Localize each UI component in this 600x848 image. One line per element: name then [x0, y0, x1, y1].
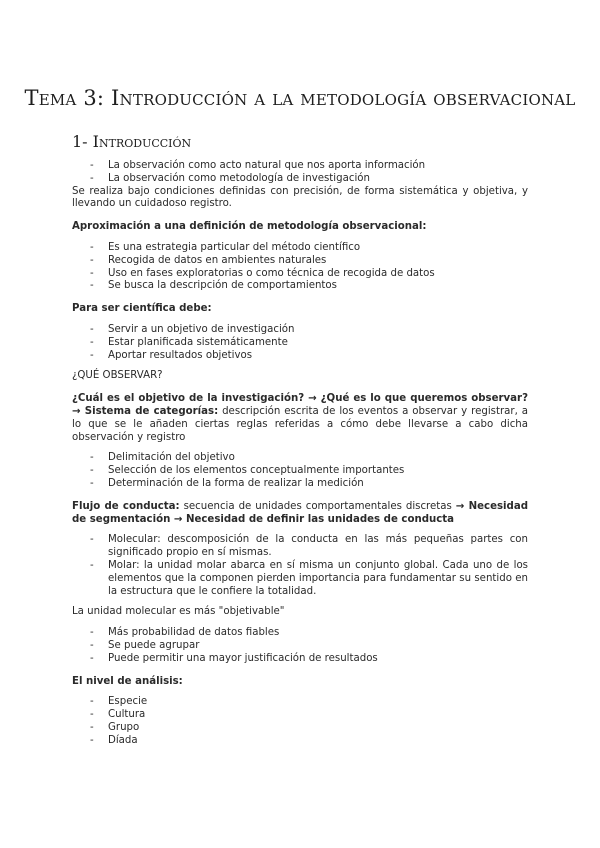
flow-paragraph: [72, 501, 528, 527]
document-body: [72, 160, 528, 747]
list-item: - Delimitación del objetivo: [72, 452, 528, 465]
list-item: - Especie: [72, 696, 528, 709]
section-heading: 1- Introducción: [72, 132, 192, 151]
units-list: [72, 534, 528, 598]
observe-heading: ¿QUÉ OBSERVAR?: [72, 370, 163, 382]
list-item: - Puede permitir una mayor justificación de resultados: [72, 653, 528, 666]
flow-text: secuencia de unidades comportamentales discretas: [179, 500, 456, 512]
list-item: - Recogida de datos en ambientes naturales: [72, 255, 528, 268]
page-title: Tema 3: Introducción a la metodología observacional: [24, 86, 576, 110]
list-item: - Determinación de la forma de realizar la medición: [72, 478, 528, 491]
list-item: - Aportar resultados objetivos: [72, 350, 528, 363]
list-item: - Molar: la unidad molar abarca en sí misma un conjunto global. Cada uno de los elementos que la componen pierden importancia para fundamentar su sentido en la estructura que le confiere la totalidad.: [72, 560, 528, 598]
approx-list: [72, 242, 528, 293]
list-item: - Cultura: [72, 709, 528, 722]
list-item: - Es una estrategia particular del método científico: [72, 242, 528, 255]
molecular-paragraph: La unidad molecular es más "objetivable": [72, 606, 285, 618]
scientific-list: [72, 324, 528, 362]
categories-list: [72, 452, 528, 490]
list-item: - La observación como acto natural que nos aporta información: [72, 160, 528, 173]
list-item: - Servir a un objetivo de investigación: [72, 324, 528, 337]
list-item: - Díada: [72, 735, 528, 748]
list-item: - Selección de los elementos conceptualmente importantes: [72, 465, 528, 478]
list-item: - Se busca la descripción de comportamientos: [72, 280, 528, 293]
objective-bold: ¿Cuál es el objetivo de la investigación? → ¿Qué es lo que queremos observar? → Sistema de categorías:: [72, 393, 528, 417]
list-item: - Se puede agrupar: [72, 640, 528, 653]
list-item: - La observación como metodología de investigación: [72, 173, 528, 186]
intro-paragraph: Se realiza bajo condiciones definidas con precisión, de forma sistemática y objetiva, y llevando un cuidadoso registro.: [72, 185, 528, 210]
analysis-list: [72, 696, 528, 747]
list-item: - Estar planificada sistemáticamente: [72, 337, 528, 350]
list-item: - Uso en fases exploratorias o como técnica de recogida de datos: [72, 268, 528, 281]
intro-list: [72, 160, 528, 186]
scientific-heading: Para ser científica debe:: [72, 303, 212, 315]
list-item: - Más probabilidad de datos fiables: [72, 627, 528, 640]
list-item: - Grupo: [72, 722, 528, 735]
list-item: - Molecular: descomposición de la conducta en las más pequeñas partes con significado propio en sí mismas.: [72, 534, 528, 560]
flow-bold-label: Flujo de conducta:: [72, 500, 180, 512]
molecular-list: [72, 627, 528, 665]
objective-paragraph: [72, 393, 528, 444]
analysis-heading: El nivel de análisis:: [72, 675, 183, 687]
objective-text: descripción escrita de los eventos a observar y registrar, a lo que se le añaden ciertas reglas referidas a cómo debe llevarse a cabo dicha observación y registro: [72, 405, 528, 443]
flow-bold-tail: → Necesidad de segmentación → Necesidad de definir las unidades de conducta: [72, 500, 528, 525]
approx-heading: Aproximación a una definición de metodología observacional:: [72, 221, 427, 233]
